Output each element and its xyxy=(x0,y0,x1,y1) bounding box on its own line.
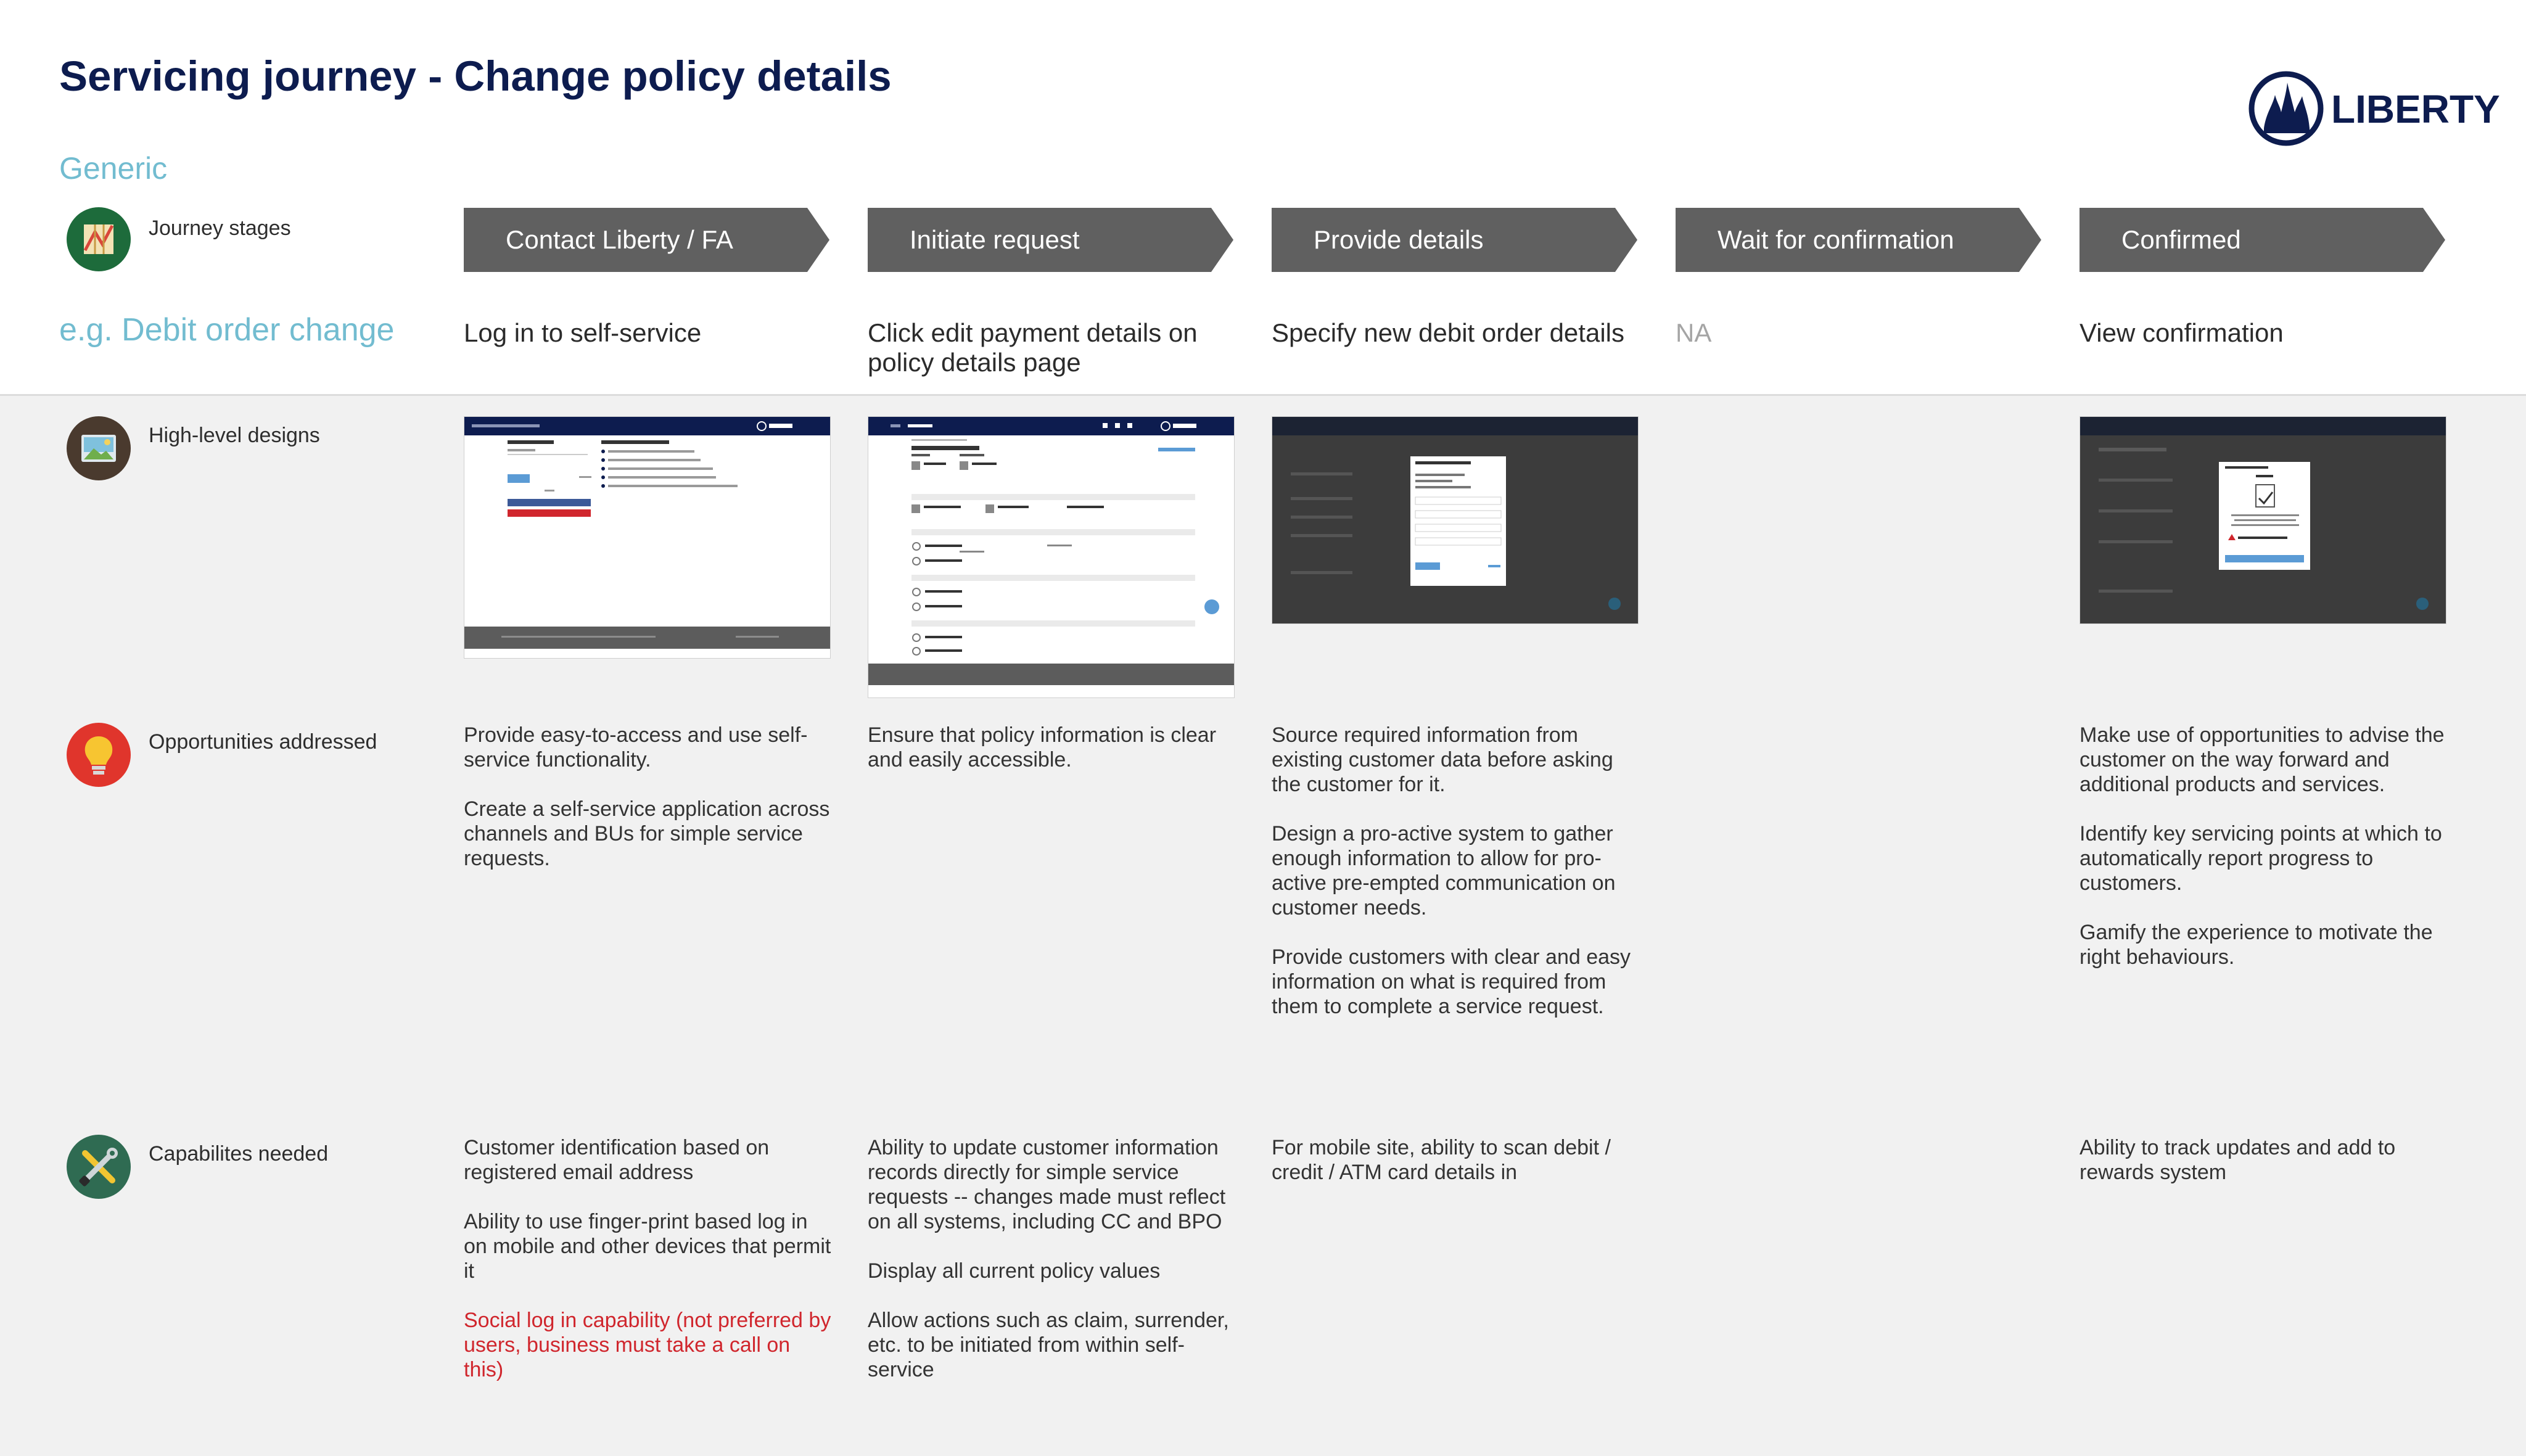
example-label: e.g. Debit order change xyxy=(59,312,395,348)
payment-details-modal-thumbnail xyxy=(1272,416,1639,624)
opportunities-cell xyxy=(2080,723,2450,994)
stage-label: Contact Liberty / FA xyxy=(506,225,733,254)
confirmation-modal-thumbnail xyxy=(2080,416,2446,624)
image-icon xyxy=(67,416,131,480)
stage-label: Wait for confirmation xyxy=(1718,225,1954,254)
designs-label: High-level designs xyxy=(149,424,320,447)
tools-icon xyxy=(67,1135,131,1199)
opportunity-item: Source required information from existing customer data before asking the customer for it. xyxy=(1272,723,1613,796)
stage-label: Provide details xyxy=(1314,225,1484,254)
opportunities-cell xyxy=(868,723,1238,797)
capabilities-cell xyxy=(464,1135,834,1407)
capability-item: Ability to use finger-print based log in on mobile and other devices that permit it xyxy=(464,1210,831,1283)
capability-item: Allow actions such as claim, surrender, etc. to be initiated from within self-service xyxy=(868,1309,1229,1381)
opportunity-item: Identify key servicing points at which to automatically report progress to customers. xyxy=(2080,822,2442,895)
stage-label: Initiate request xyxy=(910,225,1080,254)
opportunity-item: Create a self-service application across channels and BUs for simple service requests. xyxy=(464,797,830,870)
capability-note: Social log in capability (not preferred by users, business must take a call on this) xyxy=(464,1309,831,1381)
capabilities-cell xyxy=(1272,1135,1642,1209)
step-text: Log in to self-service xyxy=(464,318,702,347)
opportunity-item: Ensure that policy information is clear and easily accessible. xyxy=(868,723,1217,771)
step-text: Click edit payment details on policy details page xyxy=(868,318,1198,377)
step-text: Specify new debit order details xyxy=(1272,318,1624,347)
opportunity-item: Provide customers with clear and easy information on what is required from them to complete a service request. xyxy=(1272,945,1631,1018)
stage-label: Confirmed xyxy=(2121,225,2241,254)
subtitle: Generic xyxy=(59,151,168,186)
capabilities-cell xyxy=(2080,1135,2450,1209)
opportunities-cell xyxy=(1272,723,1642,1043)
step-text: NA xyxy=(1676,318,1712,347)
liberty-wordmark: LIBERTY xyxy=(2331,87,2500,131)
opportunity-item: Make use of opportunities to advise the customer on the way forward and additional products and services. xyxy=(2080,723,2445,796)
capability-item: Ability to track updates and add to rewards system xyxy=(2080,1136,2396,1184)
login-screen-thumbnail xyxy=(464,416,831,659)
opportunity-item: Gamify the experience to motivate the right behaviours. xyxy=(2080,921,2433,969)
opportunity-item: Provide easy-to-access and use self-service functionality. xyxy=(464,723,808,771)
opportunities-cell xyxy=(464,723,834,895)
capability-item: Ability to update customer information records directly for simple service requests -- changes made must reflect on all systems, including CC and BPO xyxy=(868,1136,1226,1233)
capabilities-label: Capabilites needed xyxy=(149,1142,329,1166)
opportunity-item: Design a pro-active system to gather enough information to allow for pro-active pre-empted communication on customer needs. xyxy=(1272,822,1616,919)
liberty-logo xyxy=(2248,69,2507,149)
journey-stages-label: Journey stages xyxy=(149,216,291,240)
lightbulb-icon xyxy=(67,723,131,787)
page-title: Servicing journey - Change policy details xyxy=(59,52,892,100)
capability-item: Display all current policy values xyxy=(868,1259,1161,1283)
step-text: View confirmation xyxy=(2080,318,2284,347)
capability-item: For mobile site, ability to scan debit / credit / ATM card details in xyxy=(1272,1136,1611,1184)
policy-details-thumbnail xyxy=(868,416,1235,698)
opportunities-label: Opportunities addressed xyxy=(149,730,377,754)
capabilities-cell xyxy=(868,1135,1238,1407)
map-icon xyxy=(67,207,131,271)
capability-item: Customer identification based on registered email address xyxy=(464,1136,770,1184)
